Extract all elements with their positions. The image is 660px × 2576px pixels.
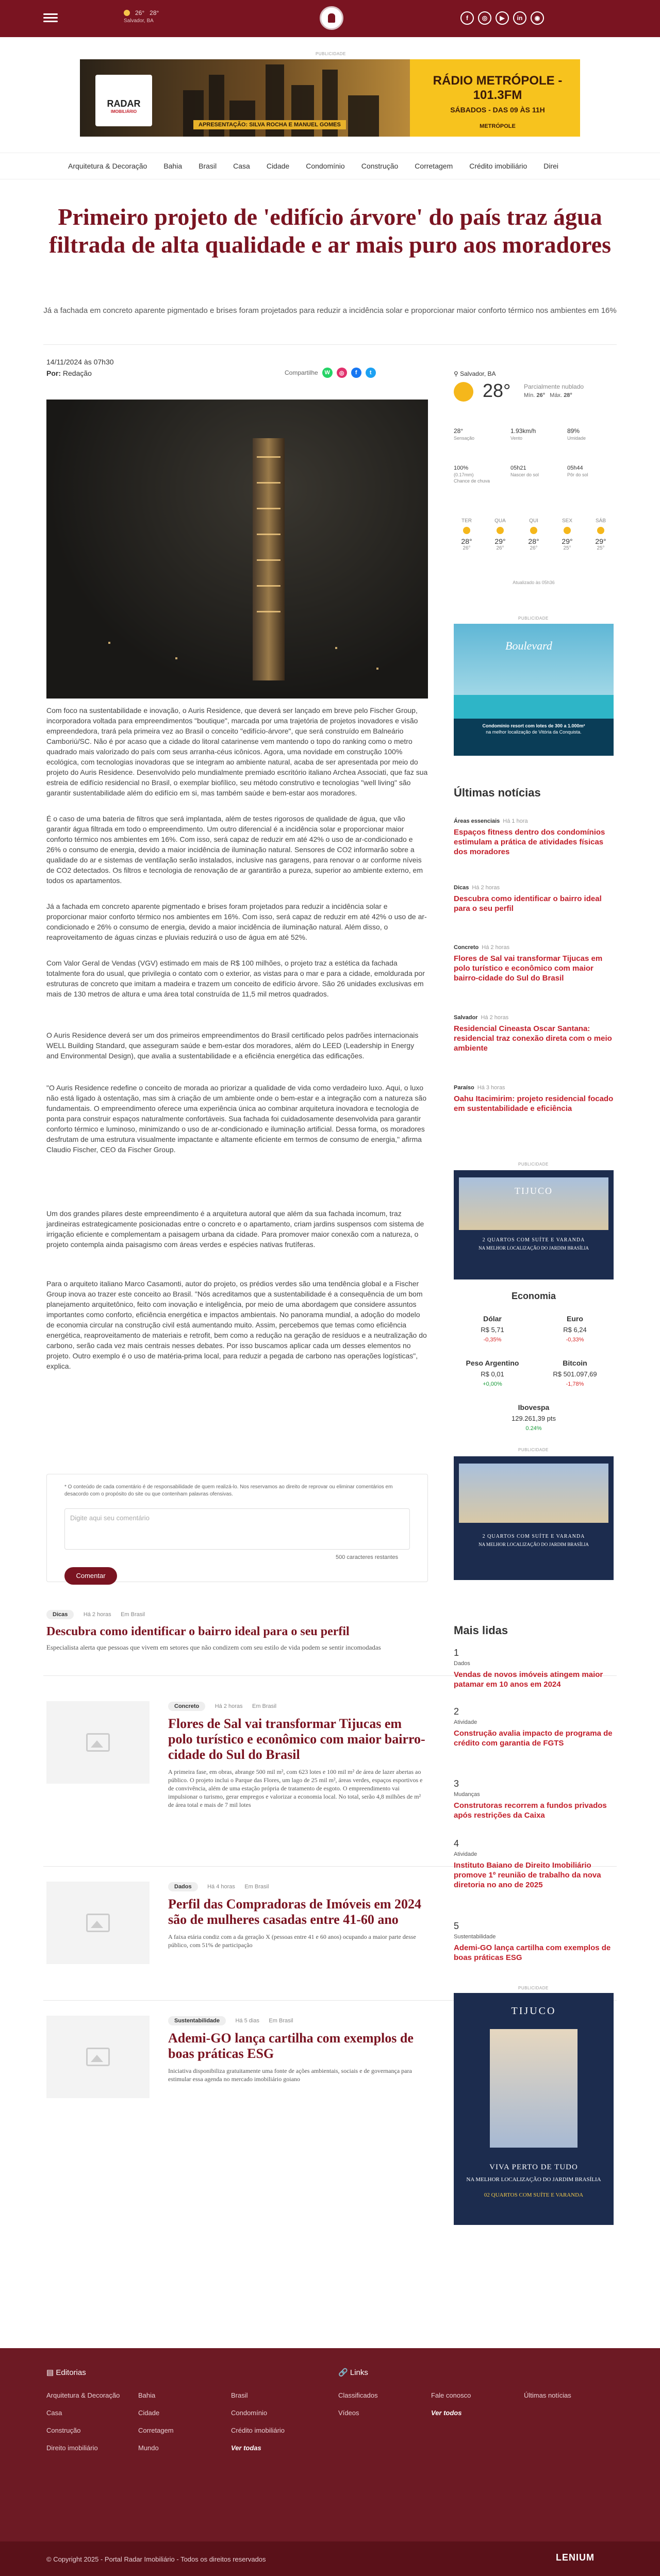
story-summary: A primeira fase, em obras, abrange 500 mil m², com 623 lotes e 100 mil m² de área de lazer abertas ao público. O projeto inclui o Parque das Flores, um lago de 25 mil m², áreas verdes, espaços esportivos e de convivência, além de uma estação própria de tratamento de esgoto. O empreendimento vai impulsionar o turismo, gerar empregos e valorizar a economia local. No total, serão 4,8 milhões de m² de área total e mais de 7 mil lotes <box>168 1768 423 1808</box>
nav-item[interactable]: Casa <box>233 162 250 170</box>
story-time: Há 5 dias <box>235 2018 259 2024</box>
weather-minmax: Mín. 26° Máx. 28° <box>524 392 572 398</box>
latest-news-title: Últimas notícias <box>454 786 541 799</box>
top-bar <box>0 0 660 37</box>
weather-widget-location: ⚲ Salvador, BA <box>454 370 496 377</box>
share-bar <box>285 368 376 378</box>
footer-link[interactable]: Fale conosco <box>431 2391 471 2399</box>
tijuco-tall-ad[interactable] <box>454 1993 614 2225</box>
story-tag[interactable]: Dados <box>168 1882 198 1891</box>
footer-link[interactable]: Arquitetura & Decoração <box>46 2391 120 2399</box>
currency-cell: Bitcoin R$ 501.097,69 -1,78% <box>553 1359 597 1387</box>
most-read-link[interactable]: Construtoras recorrem a fundos privados após restrições da Caixa <box>454 1801 607 1820</box>
most-read-title: Mais lidas <box>454 1624 508 1637</box>
article-paragraph: Já a fachada em concreto aparente pigmentado e brises foram projetados para reduzir a incidência solar e proporcionar maior conforto térmico nos ambientes em 16%. Com isso, será capaz de reduzir em até 42% o uso de ar-condicionado e 26% o consumo de energia, devido a maior incidência de iluminação natural. Além disso, o reaproveitamento de águas cinzas e pluviais reduzirá o uso de água em até 52%. <box>46 902 427 941</box>
article-author: Por: Redação <box>46 369 92 377</box>
article-paragraph: Um dos grandes pilares deste empreendimento é a arquitetura autoral que além da sua fachada incomum, traz jardineiras estrategicamente posicionadas entre o concreto e o apartamento, criam jardins suspensos com sistema de irrigação eficiente e complementam a paisagem urbana da cidade. Para promover maior conexão com a natureza, o projeto contempla ainda paisagismo com áreas verdes e espécies nativas frutíferas. <box>46 1209 424 1249</box>
economy-title: Economia <box>511 1291 556 1301</box>
boulevard-ad[interactable] <box>454 624 614 756</box>
nav-item[interactable]: Construção <box>361 162 399 170</box>
weather-detail: 05h21 Nascer do sol <box>510 465 539 477</box>
nav-item[interactable]: Condomínio <box>306 162 345 170</box>
article-title: Primeiro projeto de 'edifício árvore' do país traz água filtrada de alta qualidade e ar mais puro aos moradores <box>49 204 611 258</box>
most-read-item[interactable]: 3 Mudanças Construtoras recorrem a fundos privados após restrições da Caixa <box>454 1779 614 1820</box>
banner-logo: RADAR IMOBILIÁRIO <box>95 75 152 126</box>
footer-link[interactable]: Ver todas <box>231 2444 261 2452</box>
whatsapp-icon[interactable]: ◉ <box>531 11 544 25</box>
story-place: Em Brasil <box>121 1611 145 1618</box>
ad-line: VIVA PERTO DE TUDO <box>489 2163 578 2171</box>
instagram-icon[interactable]: ◎ <box>478 11 491 25</box>
nav-item[interactable]: Brasil <box>199 162 217 170</box>
youtube-icon[interactable]: ▶ <box>496 11 509 25</box>
footer-link[interactable]: Condomínio <box>231 2409 268 2417</box>
footer-link[interactable]: Construção <box>46 2427 81 2434</box>
story-time: Há 4 horas <box>207 1884 235 1890</box>
ad-line: 2 QUARTOS COM SUÍTE E VARANDA <box>482 1534 585 1539</box>
ad-label: PUBLICIDADE <box>518 616 549 621</box>
ad-line: 02 QUARTOS COM SUÍTE E VARANDA <box>484 2192 584 2198</box>
story-summary: Iniciativa disponibiliza gratuitamente uma fonte de ações ambientais, sociais e de governança para estimular essa agenda no mercado imobiliário goiano <box>168 2067 412 2083</box>
story-summary: Especialista alerta que pessoas que vivem em setores que não condizem com seu estilo de vida podem se sentir incomodadas <box>46 1643 381 1651</box>
currency-cell: Euro R$ 6,24 -0,33% <box>563 1315 587 1343</box>
weather-forecast <box>454 518 614 551</box>
comment-note: * O conteúdo de cada comentário é de responsabilidade de quem realizá-lo. Nos reservamos ao direito de reprovar ou eliminar comentários em desacordo com o propósito do site ou que contenham palavras ofensivas. <box>64 1484 393 1497</box>
ad-line: NA MELHOR LOCALIZAÇÃO DO JARDIM BRASÍLIA <box>478 1542 589 1547</box>
ad-title: Boulevard <box>505 639 552 652</box>
linkedin-icon[interactable]: in <box>513 11 526 25</box>
currency-cell: Dólar R$ 5,71 -0,35% <box>481 1315 504 1343</box>
facebook-icon[interactable]: f <box>460 11 474 25</box>
footer <box>0 2348 660 2576</box>
ad-label: PUBLICIDADE <box>518 1162 549 1167</box>
header-weather-location: Salvador, BA <box>124 18 154 24</box>
header-weather-min: 26° <box>135 9 145 16</box>
story-time: Há 2 horas <box>83 1611 111 1618</box>
nav-item[interactable]: Arquitetura & Decoração <box>68 162 147 170</box>
news-title[interactable]: Descubra como identificar o bairro ideal para o seu perfil <box>454 894 602 913</box>
story-card[interactable] <box>46 2016 428 2119</box>
forecast-day: QUA 29° 26° <box>494 518 506 551</box>
weather-temp: 28° <box>483 380 511 401</box>
weather-stats <box>454 427 614 441</box>
most-read-link[interactable]: Construção avalia impacto de programa de crédito com garantia de FGTS <box>454 1729 613 1748</box>
news-title[interactable]: Espaços fitness dentro dos condomínios estimulam a prática de atividades físicas dos moradores <box>454 828 605 856</box>
most-read-link[interactable]: Ademi-GO lança cartilha com exemplos de boas práticas ESG <box>454 1943 611 1962</box>
article-hero-image <box>46 400 428 699</box>
top-banner-ad[interactable] <box>80 59 580 137</box>
story-tag[interactable]: Sustentabilidade <box>168 2016 226 2025</box>
submit-comment-button[interactable]: Comentar <box>64 1567 117 1585</box>
forecast-day: QUI 28° 26° <box>528 518 539 551</box>
forecast-day: TER 28° 26° <box>461 518 472 551</box>
footer-link[interactable]: Crédito imobiliário <box>231 2427 285 2434</box>
nav-item[interactable]: Cidade <box>266 162 290 170</box>
nav-item[interactable]: Bahia <box>163 162 183 170</box>
ad-line: NA MELHOR LOCALIZAÇÃO DO JARDIM BRASÍLIA <box>466 2176 601 2183</box>
news-item[interactable]: Salvador Há 2 horas Residencial Cineasta Oscar Santana: residencial traz conexão direta com o meio ambiente <box>454 1015 614 1053</box>
story-summary: A faixa etária condiz com a da geração X (pessoas entre 41 e 60 anos) ocupando a maior parte desse público, com 51% de participação <box>168 1933 416 1949</box>
story-card[interactable] <box>46 1701 428 1856</box>
story-title[interactable]: Perfil das Compradoras de Imóveis em 2024 são de mulheres casadas entre 41-60 ano <box>168 1897 422 1927</box>
nav-item[interactable]: Corretagem <box>415 162 453 170</box>
ad-label: PUBLICIDADE <box>518 1448 549 1452</box>
story-time: Há 2 horas <box>214 1703 243 1709</box>
most-read-item[interactable]: 5 Sustentabilidade Ademi-GO lança cartilha com exemplos de boas práticas ESG <box>454 1921 614 1963</box>
header-weather-max: 28° <box>150 9 159 16</box>
instagram-share-icon[interactable]: ◎ <box>337 368 347 378</box>
story-place: Em Brasil <box>244 1884 269 1890</box>
footer-editorias-title: ▤ Editorias <box>46 2368 86 2377</box>
most-read-item[interactable]: 4 Atividade Instituto Baiano de Direito Imobiliário promove 1º reunião de trabalho da nova diretoria no ano de 2025 <box>454 1838 614 1890</box>
news-item[interactable]: Dicas Há 2 horas Descubra como identificar o bairro ideal para o seu perfil <box>454 885 614 913</box>
comment-textarea[interactable]: Digite aqui seu comentário <box>64 1508 410 1550</box>
news-title[interactable]: Residencial Cineasta Oscar Santana: residencial traz conexão direta com o meio ambiente <box>454 1024 612 1053</box>
nav-item[interactable]: Crédito imobiliário <box>469 162 527 170</box>
currency-cell: Peso Argentino R$ 0,01 +0,00% <box>466 1359 519 1387</box>
story-title[interactable]: Descubra como identificar o bairro ideal para o seu perfil <box>46 1625 350 1638</box>
article-date: 14/11/2024 às 07h30 <box>46 358 114 366</box>
image-placeholder-icon <box>46 1882 150 1964</box>
article-paragraph: É o caso de uma bateria de filtros que será implantada, além de testes rigorosos de qualidade de água, que vão garantir água filtrada em todo o empreendimento. Um outro diferencial é a incidência solar e proporcionar maior conforto térmico nos ambientes em 16%. Com isso, será capaz de reduzir em até 42% o uso de ar-condicionado e 26% o consumo de energia, devido a maior incidência de iluminação natural. Sensores de CO2 informarão sobre a qualidade do ar e sistemas de ventilação serão instalados, inclusive nas garagens, para renovar o ar conforme níveis de CO2 detectados. Os filtros e tecnologia de renovação de ar garantirão a pureza, superior ao ambiente externo, em todos os apartamentos. <box>46 815 423 885</box>
weather-details <box>454 465 614 484</box>
story-card[interactable] <box>46 1882 428 1995</box>
article-paragraph: Com Valor Geral de Vendas (VGV) estimado em mais de R$ 100 milhões, o projeto traz a estética da fachada totalmente fora do usual, que privilegia o contato com o exterior, as vistas para o mar e para a cidade, emoldurada por estruturas de concreto que imitam a madeira e trazem um conceito de edifício árvore. São 26 unidades exclusivas em mais de 130 metros de altura e uma área total construída de 11,5 mil metros quadrados. <box>46 959 425 998</box>
news-title[interactable]: Oahu Itacimirim: projeto residencial focado em sustentabilidade e eficiência <box>454 1094 614 1113</box>
site-logo[interactable] <box>320 6 343 30</box>
story-title[interactable]: Ademi-GO lança cartilha com exemplos de boas práticas ESG <box>168 2031 414 2061</box>
weather-detail: 100% (0.17mm) Chance de chuva <box>454 465 490 484</box>
weather-location: Salvador, BA <box>460 370 496 377</box>
most-read-link[interactable]: Instituto Baiano de Direito Imobiliário promove 1º reunião de trabalho da nova diretoria no ano de 2025 <box>454 1861 601 1889</box>
social-links <box>460 11 544 25</box>
char-counter: 500 caracteres restantes <box>336 1554 399 1560</box>
news-item[interactable]: Áreas essenciais Há 1 hora Espaços fitness dentro dos condomínios estimulam a prática de atividades físicas dos moradores <box>454 818 614 857</box>
story-place: Em Brasil <box>269 2018 293 2024</box>
most-read-link[interactable]: Vendas de novos imóveis atingem maior patamar em 10 anos em 2024 <box>454 1670 603 1689</box>
footer-link[interactable]: Vídeos <box>338 2409 359 2417</box>
news-item[interactable]: Concreto Há 2 horas Flores de Sal vai transformar Tijucas em polo turístico e econômico com maior bairro-cidade do Sul do Brasil <box>454 944 614 983</box>
ad-foot: Condomínio resort com lotes de 300 a 1.000m² na melhor localização de Vitória da Conquista. <box>454 719 614 756</box>
banner-presenters: APRESENTAÇÃO: SILVA ROCHA E MANUEL GOMES <box>193 120 346 129</box>
article-paragraph: "O Auris Residence redefine o conceito de morada ao priorizar a qualidade de vida como verdadeiro luxo. Aqui, o luxo não está ligado à ostentação, mas sim à criação de um ambiente onde o bem-estar e a integração com a natureza são fundamentais. O empreendimento oferece uma experiência única ao combinar arquitetura inovadora e tecnologia de ponta para construir espaços naturalmente confortáveis. Sua fachada foi cuidadosamente desenvolvida para garantir conforto térmico e luminoso, minimizando o uso de ar-condicionado e iluminação artificial. Dessa forma, os moradores desfrutam de uma estrutura visualmente impactante e altamente eficiente em termos de consumo de energia," afirma Claudio Fischer, CEO da Fischer Group. <box>46 1084 426 1154</box>
news-title[interactable]: Flores de Sal vai transformar Tijucas em polo turístico e econômico com maior bairro-cidade do Sul do Brasil <box>454 954 603 983</box>
sun-icon <box>454 382 473 402</box>
footer-link[interactable]: Classificados <box>338 2391 378 2399</box>
copyright: © Copyright 2025 - Portal Radar Imobiliário - Todos os direitos reservados <box>46 2555 266 2563</box>
developer-logo[interactable]: LENIUM <box>556 2552 595 2563</box>
forecast-day: SEX 29° 25° <box>562 518 573 551</box>
footer-link[interactable]: Ver todos <box>431 2409 462 2417</box>
divider <box>43 344 617 345</box>
news-item[interactable]: Paraíso Há 3 horas Oahu Itacimirim: projeto residencial focado em sustentabilidade e eficiência <box>454 1085 614 1113</box>
menu-icon[interactable] <box>43 11 58 26</box>
header-weather <box>124 9 196 24</box>
most-read-item[interactable]: 1 Dados Vendas de novos imóveis atingem maior patamar em 10 anos em 2024 <box>454 1648 614 1689</box>
weather-stat: 28° Sensação <box>454 427 475 441</box>
footer-link[interactable]: Bahia <box>138 2391 156 2399</box>
article-paragraph: Com foco na sustentabilidade e inovação, o Auris Residence, que deverá ser lançado em breve pelo Fischer Group, incorporadora voltada para empreendimentos "boutique", marcada por uma trajetória de projetos inovadores e visão empreendedora, trará pela primeira vez ao Brasil o conceito "edifício-árvore", que será construído em Balneário Camboriú/SC. Não é por acaso que a cidade do litoral catarinense vem mantendo o topo do ranking como o metro quadrado mais valorizado do país com seus arranha-céus icônicos. Agora, uma novidade em construção 100% ecológica, com tecnologias inovadoras que se integram ao ambiente natural, acaba de ser apresentada por meio do projeto do Auris Residence. Desenvolvido pelo mundialmente premiado escritório italiano Archea Associati, que faz sua estreia de edifício residencial no Brasil, o exemplar biofílico, seu método construtivo e tecnologias "well living" são garantir sustentabilidade além do edifício em si, mas também saúde e bem-estar aos moradores. <box>46 706 428 797</box>
image-placeholder-icon <box>46 1701 150 1784</box>
footer-link[interactable]: Mundo <box>138 2444 159 2452</box>
whatsapp-share-icon[interactable]: W <box>322 368 333 378</box>
article-paragraph: O Auris Residence deverá ser um dos primeiros empreendimentos do Brasil certificado pelos padrões internacionais WELL Building Standard, que asseguram saúde e bem-estar dos moradores, além do LEED (Leadership in Energy and Environmental Design), que avalia a sustentabilidade e a eficiência energética das edificações. <box>46 1031 419 1060</box>
footer-link[interactable]: Casa <box>46 2409 62 2417</box>
weather-stat: 1.93km/h Vento <box>510 427 536 441</box>
nav-item[interactable]: Direi <box>543 162 559 170</box>
article-subtitle: Já a fachada em concreto aparente pigmentado e brises foram projetados para reduzir a incidência solar e proporcionar maior conforto térmico nos ambientes em 16% <box>43 306 617 315</box>
most-read-item[interactable]: 2 Atividade Construção avalia impacto de programa de crédito com garantia de FGTS <box>454 1706 614 1748</box>
footer-links-title: 🔗 Links <box>338 2368 368 2377</box>
footer-link[interactable]: Direito imobiliário <box>46 2444 98 2452</box>
forecast-day: SÁB 29° 25° <box>595 518 606 551</box>
share-label: Compartilhe <box>285 369 318 376</box>
weather-desc: Parcialmente nublado <box>524 383 584 390</box>
currency-cell: Ibovespa 129.261,39 pts 0.24% <box>511 1403 556 1432</box>
comment-form <box>46 1474 428 1582</box>
weather-updated: Atualizado às 05h36 <box>513 580 555 585</box>
image-placeholder-icon <box>46 2016 150 2098</box>
article-paragraph: Para o arquiteto italiano Marco Casamonti, autor do projeto, os prédios verdes são uma tendência global e a Fischer Group inova ao trazer este conceito ao Brasil. "Nós acreditamos que a sustentabilidade é a consequência de um bom planejamento arquitetônico, feito com inovação e inteligência, por meio de uma abordagem que considere assuntos importantes como conforto, eficiência energética e impactos ambientais. No panorama mundial, a adoção do modelo de economia circular na construção civil está aumentando muito. Assim, percebemos que temas como eficiência energética, reaproveitamento de materiais e retrofit, bem como a redução na geração de resíduos e a neutralização do carbono, serão cada vez mais centrais nesses debates. Por isso buscamos aplicar cada um desses elementos no projeto. Outro exemplo é o uso de matéria-prima local, para reduzir a pegada de carbono nas operações logísticas", explica. <box>46 1279 427 1370</box>
ad-brand: TIJUCO <box>511 2005 556 2017</box>
main-nav <box>0 153 660 179</box>
ad-label: PUBLICIDADE <box>518 1986 549 1990</box>
weather-stat: 89% Umidade <box>567 427 586 441</box>
banner-radio: RÁDIO METRÓPOLE - 101.3FM SÁBADOS - DAS 09 ÀS 11H METRÓPOLE <box>433 74 563 129</box>
story-tag[interactable]: Concreto <box>168 1702 205 1711</box>
sun-icon <box>124 10 130 16</box>
footer-link[interactable]: Corretagem <box>138 2427 174 2434</box>
tijuco-ad[interactable] <box>454 1170 614 1279</box>
story-place: Em Brasil <box>252 1703 277 1709</box>
ad-brand: TIJUCO <box>515 1186 553 1196</box>
footer-link[interactable]: Cidade <box>138 2409 160 2417</box>
ad-line: NA MELHOR LOCALIZAÇÃO DO JARDIM BRASÍLIA <box>478 1245 589 1251</box>
story-title[interactable]: Flores de Sal vai transformar Tijucas em polo turístico e econômico com maior bairro-cidade do Sul do Brasil <box>168 1716 425 1762</box>
ad-label: PUBLICIDADE <box>316 52 346 56</box>
tijuco-ad[interactable] <box>454 1456 614 1580</box>
footer-link[interactable]: Brasil <box>231 2391 248 2399</box>
featured-story[interactable] <box>46 1609 428 1652</box>
twitter-share-icon[interactable]: t <box>366 368 376 378</box>
facebook-share-icon[interactable]: f <box>351 368 361 378</box>
weather-detail: 05h44 Pôr do sol <box>567 465 588 477</box>
footer-link[interactable]: Últimas notícias <box>524 2391 571 2399</box>
story-tag[interactable]: Dicas <box>46 1610 74 1619</box>
ad-line: 2 QUARTOS COM SUÍTE E VARANDA <box>482 1237 585 1243</box>
